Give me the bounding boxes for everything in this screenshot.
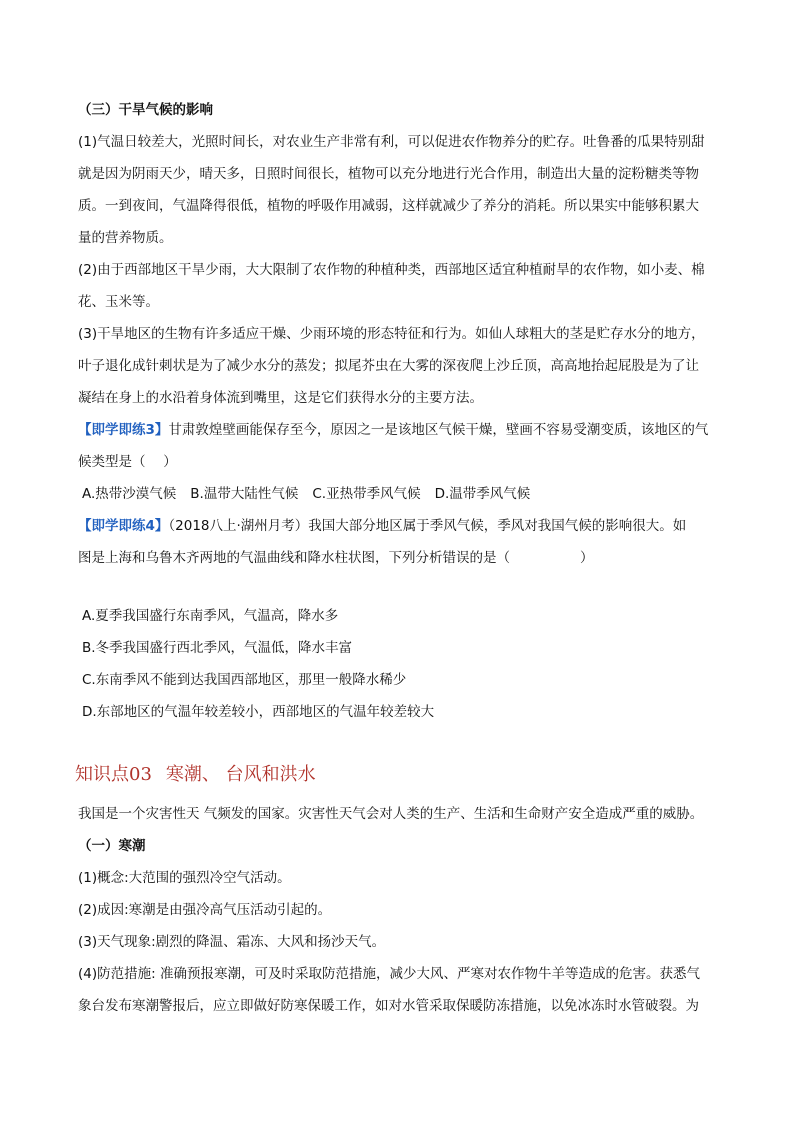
paragraph-line: (4)防范措施: 准确预报寒潮，可及时采取防范措施，减少大风、严寒对农作物牛羊等造成的危害。获悉气: [78, 966, 700, 982]
knowledge-title: 寒潮、 台风和洪水: [165, 764, 316, 785]
knowledge-heading: [75, 760, 316, 786]
paragraph-line: 花、玉米等。: [78, 294, 159, 310]
knowledge-label: 知识点03: [75, 764, 152, 785]
knowledge-intro: 我国是一个灾害性天 气频发的国家。灾害性天气会对人类的生产、生活和生命财产安全造成严重的威胁。: [78, 806, 704, 822]
list-item: (1)概念:大范围的强烈冷空气活动。: [78, 870, 291, 886]
paragraph-line: 就是因为阴雨天少，晴天多，日照时间很长，植物可以充分地进行光合作用，制造出大量的淀粉糖类等物: [78, 166, 699, 182]
subsection-title: （一）寒潮: [78, 838, 146, 854]
paragraph-line: (1)气温日较差大，光照时间长，对农业生产非常有利，可以促进农作物养分的贮存。吐鲁番的瓜果特别甜: [78, 134, 705, 150]
paragraph-line: 量的营养物质。: [78, 230, 173, 246]
practice-4-tag: 【即学即练4】: [78, 518, 169, 534]
practice-3-text: 甘肃敦煌壁画能保存至今，原因之一是该地区气候干燥，壁画不容易受潮变质，该地区的气: [168, 422, 709, 438]
practice-4-question: [78, 516, 686, 536]
list-item: (3)天气现象:剧烈的降温、霜冻、大风和扬沙天气。: [78, 934, 386, 950]
practice-3-question: [78, 420, 708, 440]
option-c: C.东南季风不能到达我国西部地区，那里一般降水稀少: [82, 672, 407, 688]
section-title: （三）干旱气候的影响: [78, 102, 213, 118]
list-item: (2)成因:寒潮是由强冷高气压活动引起的。: [78, 902, 332, 918]
option-a: A.夏季我国盛行东南季风，气温高，降水多: [82, 608, 339, 624]
practice-3-tag: 【即学即练3】: [78, 422, 169, 438]
option-a: A.热带沙漠气候: [82, 486, 177, 502]
practice-4-text: （2018八上·湖州月考）我国大部分地区属于季风气候，季风对我国气候的影响很大。如: [168, 518, 687, 534]
option-c: C.亚热带季风气候: [312, 486, 421, 502]
paragraph-line: 凝结在身上的水沿着身体流到嘴里，这是它们获得水分的主要方法。: [78, 390, 483, 406]
practice-3-options: [82, 484, 544, 504]
paragraph-line: 象台发布寒潮警报后，应立即做好防寒保暖工作，如对水管采取保暖防冻措施，以免冰冻时水管破裂。为: [78, 998, 699, 1014]
option-b: B.温带大陆性气候: [190, 486, 299, 502]
practice-4-question-cont: 图是上海和乌鲁木齐两地的气温曲线和降水柱状图，下列分析错误的是（ ）: [78, 550, 594, 566]
option-d: D.东部地区的气温年较差较小，西部地区的气温年较差较大: [82, 704, 435, 720]
paragraph-line: 叶子退化成针刺状是为了减少水分的蒸发；拟尾芥虫在大雾的深夜爬上沙丘顶，高高地抬起屁股是为了让: [78, 358, 699, 374]
option-b: B.冬季我国盛行西北季风，气温低，降水丰富: [82, 640, 353, 656]
paragraph-line: (2)由于西部地区干旱少雨，大大限制了农作物的种植种类，西部地区适宜种植耐旱的农作物，如小麦、棉: [78, 262, 705, 278]
paragraph-line: 质。一到夜间，气温降得很低，植物的呼吸作用减弱，这样就减少了养分的消耗。所以果实中能够积累大: [78, 198, 699, 214]
option-d: D.温带季风气候: [434, 486, 531, 502]
paragraph-line: (3)干旱地区的生物有许多适应干燥、少雨环境的形态特征和行为。如仙人球粗大的茎是贮存水分的地方，: [78, 326, 705, 342]
practice-3-question-cont: 候类型是（ ）: [78, 454, 177, 470]
